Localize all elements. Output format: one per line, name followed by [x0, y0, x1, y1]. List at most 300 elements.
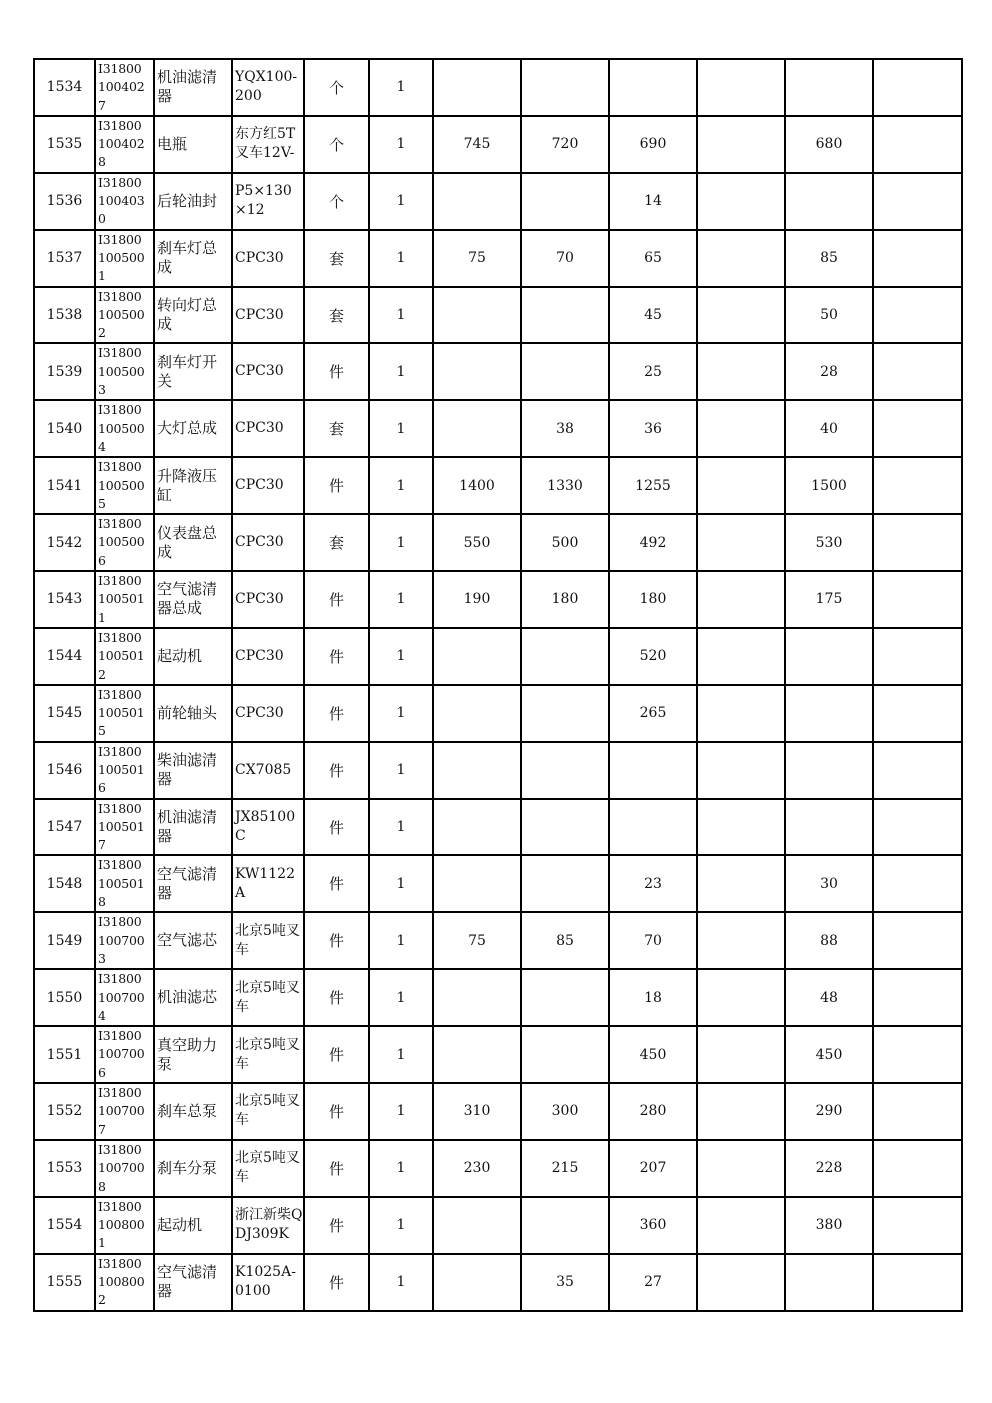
price-2-cell: [521, 287, 609, 344]
price-6-cell: [873, 457, 962, 514]
unit-cell: 个: [304, 59, 369, 116]
table-row: [34, 343, 962, 400]
item-spec-cell: KW1122A: [232, 855, 304, 912]
row-number-cell: 1540: [34, 400, 95, 457]
item-code-line-1: I31800: [98, 174, 142, 190]
price-6-cell: [873, 400, 962, 457]
item-code-cell: [95, 1083, 154, 1140]
price-4-cell: [697, 855, 785, 912]
row-number-cell: 1552: [34, 1083, 95, 1140]
price-3-cell: 14: [609, 173, 697, 230]
item-code-line-3: 7: [98, 837, 106, 853]
table-row: [34, 59, 962, 116]
price-6-cell: [873, 1254, 962, 1311]
row-number-cell: 1555: [34, 1254, 95, 1311]
item-code-line-2: 100501: [98, 818, 145, 834]
item-code-cell: [95, 400, 154, 457]
item-code-line-2: 100700: [98, 1160, 145, 1176]
price-4-cell: [697, 1197, 785, 1254]
quantity-cell: 1: [369, 116, 433, 173]
price-3-cell: 45: [609, 287, 697, 344]
unit-cell: 套: [304, 230, 369, 287]
price-3-cell: 65: [609, 230, 697, 287]
price-5-cell: 88: [785, 912, 873, 969]
price-6-cell: [873, 685, 962, 742]
item-code-line-1: I31800: [98, 1141, 142, 1157]
price-5-cell: 28: [785, 343, 873, 400]
item-spec-cell: JX85100C: [232, 799, 304, 856]
item-code-cell: [95, 742, 154, 799]
table-row: [34, 116, 962, 173]
parts-table-body: [34, 59, 962, 1311]
item-name-cell: 刹车灯开关: [154, 343, 232, 400]
price-3-cell: [609, 799, 697, 856]
price-2-cell: 215: [521, 1140, 609, 1197]
item-name-cell: 空气滤芯: [154, 912, 232, 969]
item-code-cell: [95, 59, 154, 116]
price-6-cell: [873, 230, 962, 287]
price-3-cell: [609, 742, 697, 799]
item-spec-cell: CPC30: [232, 514, 304, 571]
item-code-line-3: 7: [98, 1121, 106, 1137]
price-6-cell: [873, 571, 962, 628]
row-number-cell: 1536: [34, 173, 95, 230]
price-6-cell: [873, 969, 962, 1026]
price-2-cell: [521, 1197, 609, 1254]
price-3-cell: 690: [609, 116, 697, 173]
price-2-cell: [521, 855, 609, 912]
item-code-cell: [95, 343, 154, 400]
row-number-cell: 1548: [34, 855, 95, 912]
item-code-line-1: I31800: [98, 516, 142, 532]
price-5-cell: 30: [785, 855, 873, 912]
parts-price-table: [33, 58, 963, 1312]
price-5-cell: 380: [785, 1197, 873, 1254]
price-4-cell: [697, 969, 785, 1026]
item-name-cell: 大灯总成: [154, 400, 232, 457]
price-4-cell: [697, 400, 785, 457]
item-code-cell: [95, 912, 154, 969]
item-name-cell: 刹车分泵: [154, 1140, 232, 1197]
row-number-cell: 1541: [34, 457, 95, 514]
unit-cell: 件: [304, 912, 369, 969]
unit-cell: 件: [304, 742, 369, 799]
item-code-line-3: 3: [98, 382, 106, 398]
price-3-cell: 23: [609, 855, 697, 912]
item-code-line-1: I31800: [98, 686, 142, 702]
item-spec-cell: K1025A-0100: [232, 1254, 304, 1311]
item-code-line-3: 6: [98, 1064, 106, 1080]
item-name-cell: 空气滤清器: [154, 1254, 232, 1311]
quantity-cell: 1: [369, 59, 433, 116]
item-spec-cell: CPC30: [232, 287, 304, 344]
price-5-cell: [785, 628, 873, 685]
table-row: [34, 514, 962, 571]
item-code-cell: [95, 514, 154, 571]
item-code-line-3: 5: [98, 723, 106, 739]
row-number-cell: 1547: [34, 799, 95, 856]
item-code-line-3: 2: [98, 1292, 106, 1308]
item-spec-cell: YQX100-200: [232, 59, 304, 116]
unit-cell: 个: [304, 173, 369, 230]
item-code-line-2: 100501: [98, 648, 145, 664]
row-number-cell: 1549: [34, 912, 95, 969]
item-code-line-1: I31800: [98, 1085, 142, 1101]
unit-cell: 件: [304, 969, 369, 1026]
item-code-line-1: I31800: [98, 402, 142, 418]
price-5-cell: 175: [785, 571, 873, 628]
unit-cell: 套: [304, 287, 369, 344]
price-1-cell: [433, 799, 521, 856]
item-code-line-3: 1: [98, 268, 106, 284]
row-number-cell: 1539: [34, 343, 95, 400]
row-number-cell: 1535: [34, 116, 95, 173]
item-code-line-1: I31800: [98, 345, 142, 361]
quantity-cell: 1: [369, 514, 433, 571]
price-6-cell: [873, 59, 962, 116]
unit-cell: 件: [304, 1197, 369, 1254]
item-code-line-2: 100501: [98, 761, 145, 777]
price-4-cell: [697, 173, 785, 230]
item-spec-cell: CPC30: [232, 685, 304, 742]
item-code-line-3: 1: [98, 1235, 106, 1251]
quantity-cell: 1: [369, 343, 433, 400]
price-4-cell: [697, 1083, 785, 1140]
item-code-cell: [95, 1197, 154, 1254]
price-5-cell: 530: [785, 514, 873, 571]
table-row: [34, 1026, 962, 1083]
table-row: [34, 685, 962, 742]
price-1-cell: [433, 742, 521, 799]
table-row: [34, 969, 962, 1026]
item-code-line-1: I31800: [98, 800, 142, 816]
table-row: [34, 1254, 962, 1311]
price-3-cell: 450: [609, 1026, 697, 1083]
price-6-cell: [873, 343, 962, 400]
item-name-cell: 空气滤清器: [154, 855, 232, 912]
price-5-cell: 228: [785, 1140, 873, 1197]
price-4-cell: [697, 742, 785, 799]
price-4-cell: [697, 116, 785, 173]
table-row: [34, 287, 962, 344]
row-number-cell: 1544: [34, 628, 95, 685]
price-3-cell: 180: [609, 571, 697, 628]
quantity-cell: 1: [369, 742, 433, 799]
price-1-cell: [433, 173, 521, 230]
price-2-cell: 720: [521, 116, 609, 173]
item-code-line-2: 100700: [98, 932, 145, 948]
price-1-cell: [433, 343, 521, 400]
item-code-line-2: 100500: [98, 363, 145, 379]
price-6-cell: [873, 799, 962, 856]
price-3-cell: 36: [609, 400, 697, 457]
table-row: [34, 457, 962, 514]
price-6-cell: [873, 855, 962, 912]
row-number-cell: 1551: [34, 1026, 95, 1083]
item-name-cell: 仪表盘总成: [154, 514, 232, 571]
item-code-cell: [95, 287, 154, 344]
item-code-line-1: I31800: [98, 459, 142, 475]
item-code-line-2: 100800: [98, 1274, 145, 1289]
quantity-cell: 1: [369, 173, 433, 230]
item-code-line-3: 3: [98, 950, 106, 966]
price-5-cell: 50: [785, 287, 873, 344]
item-code-line-1: I31800: [98, 1255, 142, 1271]
price-1-cell: 1400: [433, 457, 521, 514]
item-name-cell: 空气滤清器总成: [154, 571, 232, 628]
price-5-cell: [785, 685, 873, 742]
item-name-cell: 起动机: [154, 628, 232, 685]
item-code-line-3: 4: [98, 1007, 106, 1023]
item-spec-cell: 浙江新柴QDJ309K: [232, 1197, 304, 1254]
item-code-cell: [95, 799, 154, 856]
item-name-cell: 起动机: [154, 1197, 232, 1254]
item-name-cell: 真空助力泵: [154, 1026, 232, 1083]
item-code-line-1: I31800: [98, 743, 142, 759]
price-5-cell: 85: [785, 230, 873, 287]
item-name-cell: 刹车灯总成: [154, 230, 232, 287]
price-2-cell: [521, 628, 609, 685]
row-number-cell: 1534: [34, 59, 95, 116]
table-row: [34, 799, 962, 856]
item-code-cell: [95, 173, 154, 230]
item-code-line-3: 8: [98, 154, 106, 170]
price-1-cell: [433, 1026, 521, 1083]
price-1-cell: [433, 59, 521, 116]
item-code-line-2: 100403: [98, 193, 145, 209]
item-code-line-1: I31800: [98, 971, 142, 987]
price-1-cell: [433, 628, 521, 685]
quantity-cell: 1: [369, 628, 433, 685]
item-name-cell: 机油滤芯: [154, 969, 232, 1026]
price-3-cell: 27: [609, 1254, 697, 1311]
item-code-line-1: I31800: [98, 1198, 142, 1214]
price-1-cell: 230: [433, 1140, 521, 1197]
price-1-cell: [433, 287, 521, 344]
price-3-cell: [609, 59, 697, 116]
price-2-cell: [521, 799, 609, 856]
quantity-cell: 1: [369, 1026, 433, 1083]
table-row: [34, 628, 962, 685]
item-code-line-1: I31800: [98, 857, 142, 873]
price-5-cell: 1500: [785, 457, 873, 514]
item-code-line-3: 0: [98, 211, 106, 227]
quantity-cell: 1: [369, 1254, 433, 1311]
table-row: [34, 1197, 962, 1254]
quantity-cell: 1: [369, 287, 433, 344]
price-1-cell: [433, 1197, 521, 1254]
price-4-cell: [697, 1254, 785, 1311]
item-code-line-2: 100500: [98, 420, 145, 436]
item-spec-cell: CPC30: [232, 400, 304, 457]
unit-cell: 件: [304, 457, 369, 514]
item-code-line-3: 2: [98, 666, 106, 682]
price-6-cell: [873, 1026, 962, 1083]
unit-cell: 件: [304, 343, 369, 400]
row-number-cell: 1542: [34, 514, 95, 571]
table-row: [34, 1083, 962, 1140]
item-spec-cell: 北京5吨叉车: [232, 1026, 304, 1083]
quantity-cell: 1: [369, 1083, 433, 1140]
quantity-cell: 1: [369, 457, 433, 514]
table-row: [34, 400, 962, 457]
item-name-cell: 电瓶: [154, 116, 232, 173]
item-name-cell: 机油滤清器: [154, 799, 232, 856]
price-1-cell: [433, 400, 521, 457]
price-5-cell: [785, 173, 873, 230]
row-number-cell: 1545: [34, 685, 95, 742]
price-1-cell: 75: [433, 230, 521, 287]
price-4-cell: [697, 457, 785, 514]
price-1-cell: [433, 969, 521, 1026]
item-code-line-2: 100402: [98, 79, 145, 95]
item-code-line-1: I31800: [98, 1028, 142, 1044]
price-1-cell: 745: [433, 116, 521, 173]
item-code-line-1: I31800: [98, 61, 142, 76]
table-row: [34, 173, 962, 230]
item-code-cell: [95, 855, 154, 912]
price-2-cell: 85: [521, 912, 609, 969]
quantity-cell: 1: [369, 912, 433, 969]
quantity-cell: 1: [369, 685, 433, 742]
row-number-cell: 1546: [34, 742, 95, 799]
price-2-cell: [521, 969, 609, 1026]
price-4-cell: [697, 1026, 785, 1083]
price-4-cell: [697, 59, 785, 116]
price-4-cell: [697, 912, 785, 969]
price-4-cell: [697, 287, 785, 344]
price-4-cell: [697, 628, 785, 685]
item-code-cell: [95, 230, 154, 287]
item-spec-cell: 北京5吨叉车: [232, 969, 304, 1026]
price-2-cell: [521, 343, 609, 400]
item-code-line-2: 100500: [98, 477, 145, 493]
price-1-cell: [433, 1254, 521, 1311]
item-spec-cell: 北京5吨叉车: [232, 912, 304, 969]
price-3-cell: 1255: [609, 457, 697, 514]
price-2-cell: 35: [521, 1254, 609, 1311]
item-spec-cell: CPC30: [232, 230, 304, 287]
price-4-cell: [697, 514, 785, 571]
item-name-cell: 刹车总泵: [154, 1083, 232, 1140]
price-4-cell: [697, 343, 785, 400]
row-number-cell: 1554: [34, 1197, 95, 1254]
price-2-cell: 70: [521, 230, 609, 287]
item-spec-cell: 北京5吨叉车: [232, 1140, 304, 1197]
item-code-line-3: 6: [98, 780, 106, 796]
price-2-cell: [521, 173, 609, 230]
item-code-line-1: I31800: [98, 288, 142, 304]
price-1-cell: [433, 685, 521, 742]
quantity-cell: 1: [369, 855, 433, 912]
item-spec-cell: 东方红5T叉车12V-: [232, 116, 304, 173]
item-code-cell: [95, 1140, 154, 1197]
price-1-cell: 550: [433, 514, 521, 571]
unit-cell: 件: [304, 1254, 369, 1311]
row-number-cell: 1537: [34, 230, 95, 287]
quantity-cell: 1: [369, 400, 433, 457]
price-3-cell: 265: [609, 685, 697, 742]
item-code-line-1: I31800: [98, 573, 142, 589]
price-2-cell: 38: [521, 400, 609, 457]
unit-cell: 件: [304, 685, 369, 742]
unit-cell: 件: [304, 1026, 369, 1083]
item-code-line-2: 100700: [98, 1046, 145, 1062]
price-5-cell: [785, 59, 873, 116]
table-row: [34, 742, 962, 799]
price-1-cell: 190: [433, 571, 521, 628]
row-number-cell: 1550: [34, 969, 95, 1026]
price-6-cell: [873, 1197, 962, 1254]
table-row: [34, 230, 962, 287]
quantity-cell: 1: [369, 969, 433, 1026]
price-2-cell: 180: [521, 571, 609, 628]
item-code-cell: [95, 116, 154, 173]
unit-cell: 套: [304, 400, 369, 457]
item-code-line-2: 100500: [98, 306, 145, 322]
unit-cell: 套: [304, 514, 369, 571]
price-2-cell: 300: [521, 1083, 609, 1140]
unit-cell: 件: [304, 571, 369, 628]
price-5-cell: 680: [785, 116, 873, 173]
unit-cell: 件: [304, 1083, 369, 1140]
item-code-line-1: I31800: [98, 231, 142, 247]
price-3-cell: 492: [609, 514, 697, 571]
item-code-line-2: 100501: [98, 705, 145, 721]
item-code-line-3: 8: [98, 1178, 106, 1194]
row-number-cell: 1538: [34, 287, 95, 344]
price-6-cell: [873, 628, 962, 685]
item-code-line-1: I31800: [98, 117, 142, 133]
price-5-cell: 290: [785, 1083, 873, 1140]
quantity-cell: 1: [369, 1197, 433, 1254]
item-spec-cell: CPC30: [232, 457, 304, 514]
price-6-cell: [873, 514, 962, 571]
unit-cell: 件: [304, 628, 369, 685]
row-number-cell: 1553: [34, 1140, 95, 1197]
price-5-cell: [785, 742, 873, 799]
table-row: [34, 912, 962, 969]
quantity-cell: 1: [369, 799, 433, 856]
item-name-cell: 升降液压缸: [154, 457, 232, 514]
item-code-line-2: 100501: [98, 875, 145, 891]
table-row: [34, 571, 962, 628]
item-code-cell: [95, 969, 154, 1026]
row-number-cell: 1543: [34, 571, 95, 628]
item-name-cell: 柴油滤清器: [154, 742, 232, 799]
item-code-line-2: 100700: [98, 989, 145, 1005]
price-6-cell: [873, 742, 962, 799]
item-spec-cell: CPC30: [232, 628, 304, 685]
unit-cell: 件: [304, 855, 369, 912]
price-2-cell: [521, 742, 609, 799]
table-row: [34, 1140, 962, 1197]
price-3-cell: 280: [609, 1083, 697, 1140]
price-1-cell: 75: [433, 912, 521, 969]
item-code-line-3: 8: [98, 894, 106, 910]
item-code-line-3: 1: [98, 609, 106, 625]
unit-cell: 个: [304, 116, 369, 173]
price-6-cell: [873, 287, 962, 344]
price-2-cell: 1330: [521, 457, 609, 514]
price-4-cell: [697, 685, 785, 742]
price-2-cell: [521, 1026, 609, 1083]
item-code-line-3: 7: [98, 97, 106, 113]
quantity-cell: 1: [369, 1140, 433, 1197]
price-3-cell: 520: [609, 628, 697, 685]
item-code-line-2: 100501: [98, 591, 145, 607]
item-code-cell: [95, 628, 154, 685]
